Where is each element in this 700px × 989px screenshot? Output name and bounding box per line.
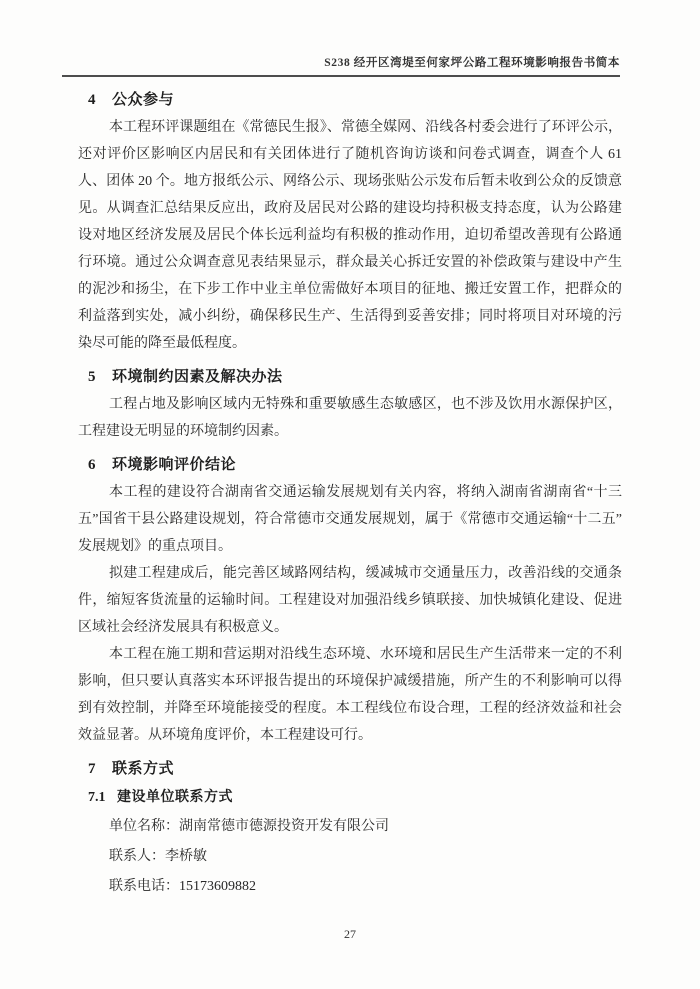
section-6-heading [78, 451, 622, 479]
subsection-7-1-heading [78, 784, 622, 811]
section-7-heading [78, 755, 622, 783]
section-6-paragraph-3: 本工程在施工期和营运期对沿线生态环境、水环境和居民生产生活带来一定的不利影响，但只要认真落实本环评报告提出的环境保护减缓措施，所产生的不利影响可以得到有效控制，并降至环境能接受的程度。本工程线位布设合理，工程的经济效益和社会效益显著。从环境角度评价，本工程建设可行。 [78, 647, 622, 743]
subsection-7-1-number: 7.1 [88, 790, 106, 805]
running-header [62, 54, 620, 77]
section-4-title: 公众参与 [112, 90, 175, 108]
section-6-paragraph-1: 本工程的建设符合湖南省交通运输发展规划有关内容，将纳入湖南省湖南省“十三五”国省干县公路建设规划，符合常德市交通发展规划，属于《常德市交通运输“十二五”发展规划》的重点项目。 [78, 485, 622, 554]
page-content [78, 86, 622, 901]
section-5-number: 5 [88, 369, 96, 385]
subsection-7-1-title: 建设单位联系方式 [117, 789, 233, 805]
section-4-number: 4 [88, 92, 96, 108]
section-6-paragraph-2: 拟建工程建成后，能完善区域路网结构，缓减城市交通量压力，改善沿线的交通条件，缩短客货流量的运输时间。工程建设对加强沿线乡镇联接、加快城镇化建设、促进区域社会经济发展具有积极意义。 [78, 566, 622, 635]
section-6-number: 6 [88, 457, 96, 473]
section-4-heading [78, 86, 622, 114]
section-4-paragraph: 本工程环评课题组在《常德民生报》、常德全媒网、沿线各村委会进行了环评公示，还对评价区影响区内居民和有关团体进行了随机咨询访谈和问卷式调查，调查个人 61 人、团体 20 个。地方报纸公示、网络公示、现场张贴公示发布后暂未收到公众的反馈意见。从调查汇总结果反应出，政府及居民对公路的建设均持积极支持态度，认为公路建设对地区经济发展及居民个体长远利益均有积极的推动作用，迫切希望改善现有公路通行环境。通过公众调查意见表结果显示，群众最关心拆迁安置的补偿政策与建设中产生的泥沙和扬尘，在下步工作中业主单位需做好本项目的征地、搬迁安置工作，把群众的利益落到实处，减小纠纷，确保移民生产、生活得到妥善安排；同时将项目对环境的污染尽可能的降至最低程度。 [78, 120, 622, 351]
running-header-title: S238 经开区湾堤至何家坪公路工程环境影响报告书简本 [324, 57, 620, 69]
section-7-title: 联系方式 [112, 759, 175, 777]
page-number: 27 [344, 927, 356, 941]
section-5-title: 环境制约因素及解决办法 [112, 367, 283, 385]
section-7-number: 7 [88, 761, 96, 777]
contact-person: 联系人：李桥敏 [109, 849, 207, 864]
contact-phone: 联系电话：15173609882 [109, 879, 256, 894]
section-5-heading [78, 363, 622, 391]
section-5-paragraph: 工程占地及影响区域内无特殊和重要敏感生态敏感区，也不涉及饮用水源保护区，工程建设无明显的环境制约因素。 [78, 397, 622, 439]
contact-company-name: 单位名称：湖南常德市德源投资开发有限公司 [109, 819, 389, 834]
section-6-title: 环境影响评价结论 [112, 455, 237, 473]
